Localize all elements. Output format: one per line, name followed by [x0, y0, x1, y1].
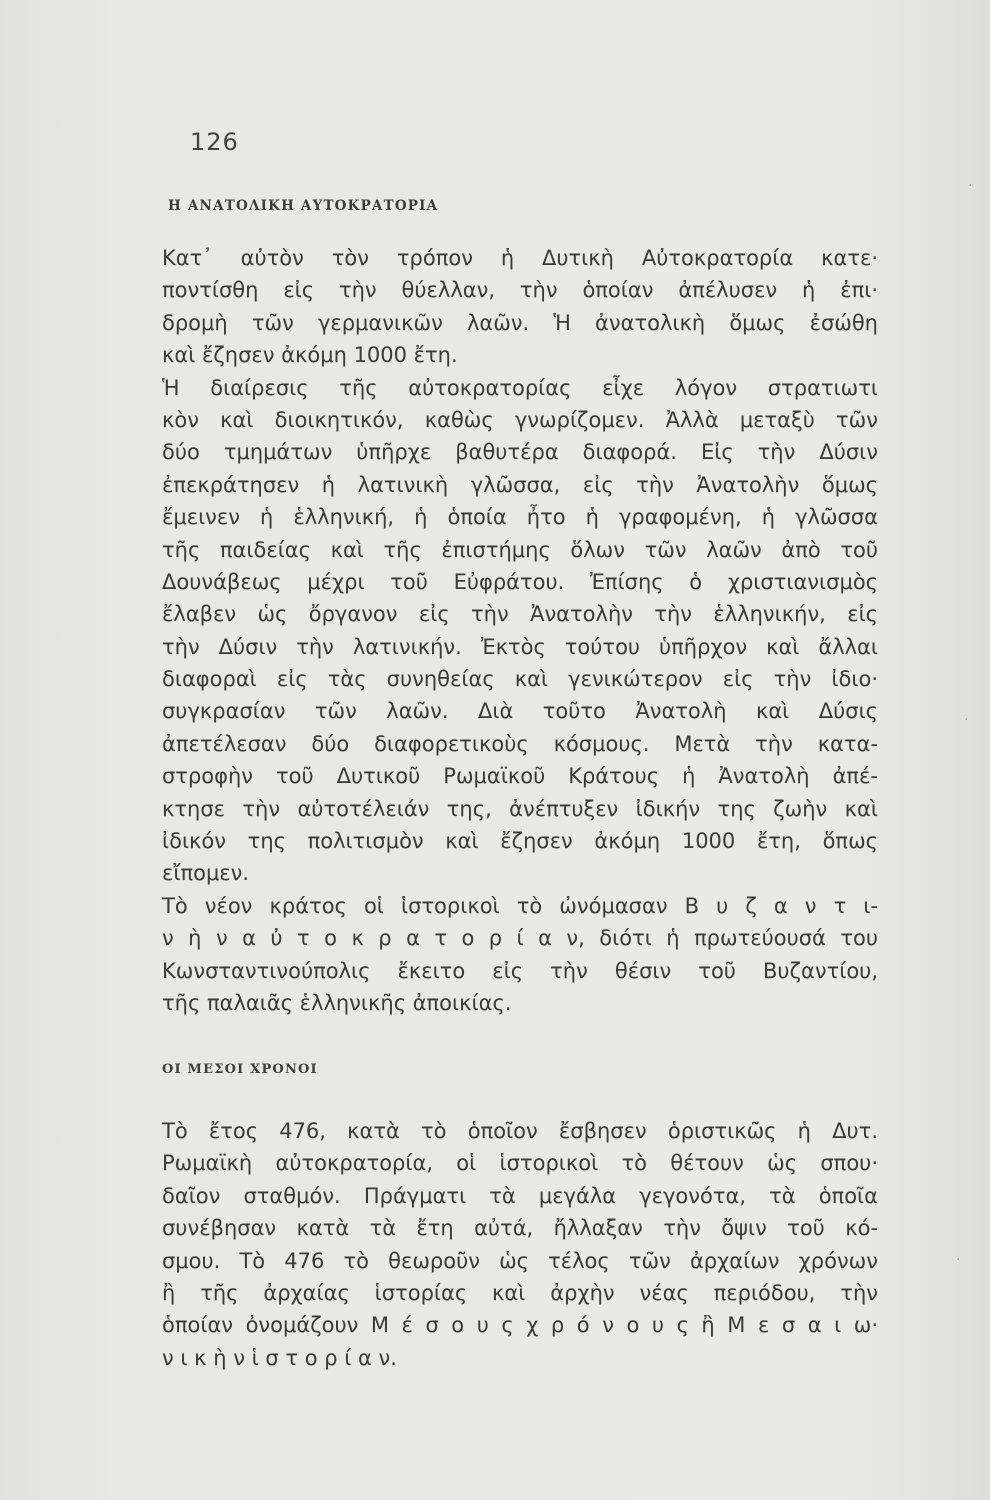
text-line: ἔλαβεν ὡς ὄργανον εἰς τὴν Ἀνατολὴν τὴν ἑλληνικήν, εἰς [162, 602, 878, 627]
text-line: συγκρασίαν τῶν λαῶν. Διὰ τοῦτο Ἀνατολὴ καὶ Δύσις [162, 699, 878, 724]
text-line: ὁποίαν ὀνομάζουν Μ έ σ ο υ ς χ ρ ό ν ο υ ς ἢ Μ ε σ α ι ω· [162, 1313, 878, 1338]
text-line: κτησε τὴν αὐτοτέλειάν της, ἀνέπτυξεν ἰδικήν της ζωὴν καὶ [162, 796, 878, 821]
text-line: δαῖον σταθμόν. Πράγματι τὰ μεγάλα γεγονότα, τὰ ὁποῖα [162, 1183, 878, 1208]
text-line: Τὸ νέον κράτος οἱ ἱστορικοὶ τὸ ὠνόμασαν Β υ ζ α ν τ ι- [162, 893, 878, 918]
margin-speck: · [968, 178, 973, 194]
text-line: Ἡ διαίρεσις τῆς αὐτοκρατορίας εἶχε λόγον στρατιωτι [162, 375, 878, 400]
text-line: δύο τμημάτων ὑπῆρχε βαθυτέρα διαφορά. Εἰς τὴν Δύσιν [162, 440, 878, 465]
text-line: ν ὴ ν α ὐ τ ο κ ρ α τ ο ρ ί α ν, διότι ἡ πρωτεύουσά του [162, 926, 878, 951]
text-line: ν ι κ ὴ ν ἱ σ τ ο ρ ί α ν. [162, 1345, 397, 1370]
text-line: ἔμεινεν ἡ ἑλληνική, ἡ ὁποία ἦτο ἡ γραφομένη, ἡ γλῶσσα [162, 505, 878, 530]
text-line: στροφὴν τοῦ Δυτικοῦ Ρωμαϊκοῦ Κράτους ἡ Ἀνατολὴ ἀπέ- [162, 764, 878, 789]
text-line: δρομὴ τῶν γερμανικῶν λαῶν. Ἡ ἀνατολικὴ ὅμως ἐσώθη [162, 310, 878, 335]
page-number: 126 [190, 128, 239, 156]
text-line: ἐπεκράτησεν ἡ λατινικὴ γλῶσσα, εἰς τὴν Ἀνατολὴν ὅμως [162, 472, 878, 497]
text-block-main [162, 242, 878, 1019]
text-line: διαφοραὶ εἰς τὰς συνηθείας καὶ γενικώτερον εἰς τὴν ἰδιο· [162, 667, 878, 692]
text-line: ἢ τῆς ἀρχαίας ἱστορίας καὶ ἀρχὴν νέας περιόδου, τὴν [162, 1280, 878, 1305]
text-line: κὸν καὶ διοικητικόν, καθὼς γνωρίζομεν. Ἀλλὰ μεταξὺ τῶν [162, 407, 878, 432]
text-line: Ρωμαϊκὴ αὐτοκρατορία, οἱ ἱστορικοὶ τὸ θέτουν ὡς σπου· [162, 1151, 878, 1176]
text-line: τῆς παιδείας καὶ τῆς ἐπιστήμης ὅλων τῶν λαῶν ἀπὸ τοῦ [162, 537, 878, 562]
text-line: ἀπετέλεσαν δύο διαφορετικοὺς κόσμους. Μετὰ τὴν κατα- [162, 731, 878, 756]
text-block-middle-ages [162, 1115, 878, 1374]
running-head: Η ΑΝΑΤΟΛΙΚΗ ΑΥΤΟΚΡΑΤΟΡΙΑ [168, 198, 439, 214]
text-line: Δουνάβεως μέχρι τοῦ Εὐφράτου. Ἐπίσης ὁ χριστιανισμὸς [162, 569, 878, 594]
text-line: σμου. Τὸ 476 τὸ θεωροῦν ὡς τέλος τῶν ἀρχαίων χρόνων [162, 1248, 878, 1273]
text-line: Τὸ ἔτος 476, κατὰ τὸ ὁποῖον ἔσβησεν ὁριστικῶς ἡ Δυτ. [162, 1119, 878, 1143]
text-line: εἴπομεν. [162, 861, 250, 886]
text-line: Κατ᾽ αὐτὸν τὸν τρόπον ἡ Δυτικὴ Αὐτοκρατορία κατε· [162, 246, 878, 270]
text-line: ποντίσθη εἰς τὴν θύελλαν, τὴν ὁποίαν ἀπέλυσεν ἡ ἐπι· [162, 278, 878, 303]
text-line: συνέβησαν κατὰ τὰ ἔτη αὐτά, ἤλλαξαν τὴν ὄψιν τοῦ κό- [162, 1216, 878, 1241]
margin-speck: · [964, 712, 969, 728]
text-line: τὴν Δύσιν τὴν λατινικήν. Ἐκτὸς τούτου ὑπῆρχον καὶ ἄλλαι [162, 634, 878, 659]
text-line: καὶ ἔζησεν ἀκόμη 1000 ἔτη. [162, 343, 458, 368]
text-line: Κωνσταντινούπολις ἔκειτο εἰς τὴν θέσιν τοῦ Βυζαντίου, [162, 958, 878, 983]
section-heading: ΟΙ ΜΕΣΟΙ ΧΡΟΝΟΙ [162, 1062, 318, 1077]
text-line: τῆς παλαιᾶς ἑλληνικῆς ἀποικίας. [162, 990, 512, 1015]
margin-speck: · [956, 1252, 961, 1268]
text-line: ἰδικόν της πολιτισμὸν καὶ ἔζησεν ἀκόμη 1000 ἔτη, ὅπως [162, 829, 878, 854]
